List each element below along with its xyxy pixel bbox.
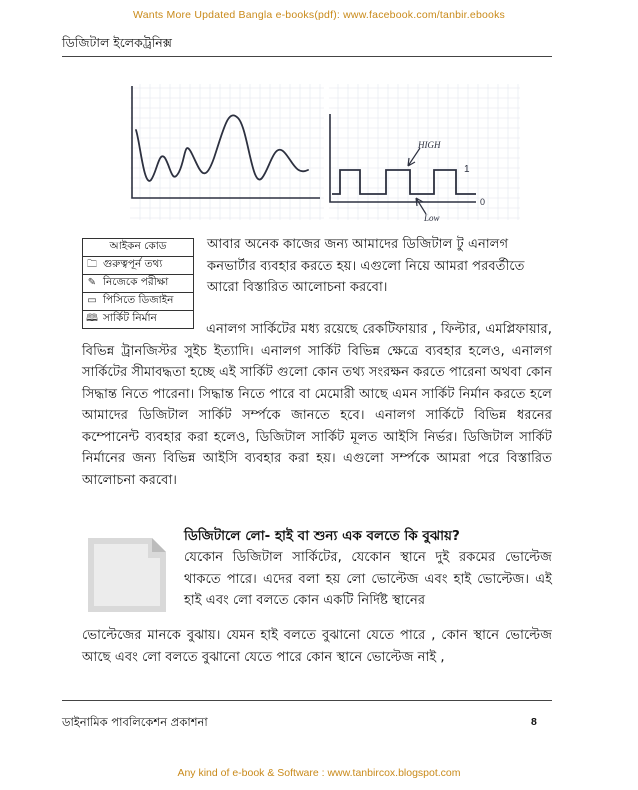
grid-paper-left [130, 84, 324, 220]
low-label: Low [424, 213, 440, 223]
digital-square-wave [332, 170, 476, 194]
icon-legend-label: সার্কিট নির্মান [103, 312, 157, 324]
folder-icon: 🗀 [87, 259, 97, 270]
icon-legend-label: নিজেকে পরীক্ষা [103, 276, 169, 288]
footer-rule [62, 700, 552, 701]
paragraph-low-high-intro: যেকোন ডিজিটাল সার্কিটের, যেকোন স্থানে দুই রকমের ভোল্টেজ থাকতে পারে। এদের বলা হয় লো ভোল্টেজ এবং হাই ভোল্টেজ। এই হাই এবং লো বলতে কোন একটি নির্দিষ্ট স্থানের [184, 550, 552, 608]
low-arrow [416, 198, 426, 214]
grid-paper-right [329, 84, 520, 220]
monitor-icon: ▭ [87, 295, 97, 306]
icon-legend-label: পিসিতে ডিজাইন [103, 294, 174, 306]
page-number: 8 [531, 716, 537, 728]
question-page-icon [82, 528, 172, 618]
book-icon: 🕮 [86, 313, 98, 324]
pencil-icon: ✎ [87, 277, 97, 288]
bottom-banner[interactable]: Any kind of e-book & Software : www.tanbircox.blogspot.com [177, 767, 461, 779]
analog-digital-signal-figure [124, 80, 524, 225]
running-head: ডিজিটাল ইলেকট্রনিক্স [62, 35, 172, 50]
header-rule [62, 56, 552, 57]
icon-legend-row [83, 275, 194, 293]
top-banner[interactable]: Wants More Updated Bangla e-books(pdf): www.facebook.com/tanbir.ebooks [133, 9, 505, 21]
high-label: HIGH [418, 140, 441, 150]
icon-legend-row [83, 293, 194, 311]
paragraph-analog-circuits [82, 319, 552, 491]
publisher-name: ডাইনামিক পাবলিকেশন প্রকাশনা [62, 715, 208, 729]
icon-legend-header: আইকন কোড [83, 239, 194, 257]
icon-legend-table [82, 238, 194, 329]
paragraph-analog-text: এনালগ সার্কিটের মধ্য রয়েছে রেকটিফায়ার , ফিল্টার, এমপ্লিফায়ার, বিভিন্ন ট্রানজিস্টর সুইচ ইত্যাদি। এনালগ সার্কিট বিভিন্ন ক্ষেত্রে ব্যবহার হলেও, এনালগ সার্কিটের সীমাবদ্ধতা হচ্ছে এই সার্কিট গুলো কোন তথ্য সংরক্ষন করতে পারেনা অথবা কোন সিদ্ধান্ত নিতে পারেনা। সিদ্ধান্ত নিতে পারে বা মেমোরী আছে এমন সার্কিট নির্মান করতে হলে আমাদের ডিজিটাল সার্কিট সর্ম্পকে জানতে হবে। এনালগ সার্কিটে বিভিন্ন ধরনের কম্পোনেন্ট ব্যবহার করা হলেও, ডিজিটাল সার্কিট মূলত আইসি নির্ভর। ডিজিটাল সার্কিট নির্মানের জন্য বিভিন্ন আইসি ব্যবহার করা হয়। এগুলো সর্ম্পকে আমরা পরে বিস্তারিত আলোচনা করবো। [82, 322, 552, 488]
question-heading: ডিজিটালে লো- হাই বা শুন্য এক বলতে কি বুঝায়? [184, 528, 460, 544]
icon-legend-label: গুরুত্বপূর্ন তথ্য [103, 258, 163, 270]
icon-legend-row [83, 257, 194, 275]
paragraph-low-high-meaning: ভোল্টেজের মানকে বুঝায়। যেমন হাই বলতে বুঝানো যেতে পারে , কোন স্থানে ভোল্টেজ আছে এবং লো বলতে বুঝানো যেতে পারে কোন স্থানে ভোল্টেজ নাই , [82, 628, 552, 665]
paragraph-converter: আবার অনেক কাজের জন্য আমাদের ডিজিটাল টু এনালগ কনভার্টার ব্যবহার করতে হয়। এগুলো নিয়ে আমরা পরবর্তীতে আরো বিস্তারিত আলোচনা করবো। [207, 237, 525, 295]
one-label: 1 [464, 164, 470, 175]
zero-label: 0 [480, 197, 486, 207]
